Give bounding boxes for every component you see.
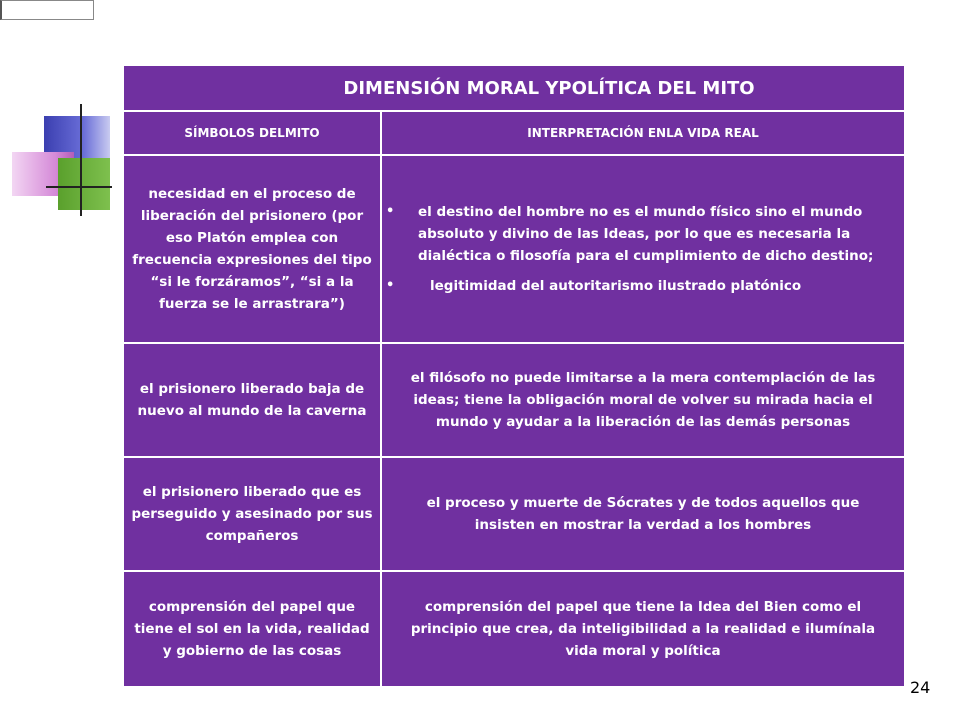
table-row (124, 570, 904, 686)
list-item: • el destino del hombre no es el mundo físico sino el mundo absoluto y divino de las Ideas, por lo que es necesaria la dialéctica o filosofía para el cumplimiento de dicho destino; (410, 201, 896, 267)
table-row (124, 456, 904, 570)
interpretation-cell: comprensión del papel que tiene la Idea del Bien como el principio que crea, da inteligibilidad a la realidad e ilumínala vida moral y política (410, 599, 876, 659)
decorative-vertical-line (80, 104, 82, 216)
decorative-horizontal-line (46, 186, 112, 188)
interpretation-list (382, 201, 896, 297)
table-row (124, 154, 904, 342)
myth-table (124, 66, 904, 686)
table-title-row (124, 66, 904, 110)
corner-frame (0, 0, 94, 20)
interpretation-cell: el filósofo no puede limitarse a la mera contemplación de las ideas; tiene la obligación moral de volver su mirada hacia el mundo y ayudar a la liberación de las demás personas (410, 370, 876, 430)
list-item: • legitimidad del autoritarismo ilustrado platónico (410, 275, 896, 297)
symbol-cell: el prisionero liberado baja de nuevo al mundo de la caverna (124, 344, 382, 456)
symbol-cell: comprensión del papel que tiene el sol en la vida, realidad y gobierno de las cosas (124, 572, 382, 686)
interpretation-cell: el proceso y muerte de Sócrates y de todos aquellos que insisten en mostrar la verdad a los hombres (426, 495, 860, 533)
page-title: DIMENSIÓN MORAL YPOLÍTICA DEL MITO (343, 77, 755, 99)
symbol-cell: el prisionero liberado que es perseguido y asesinado por sus compañeros (124, 458, 382, 570)
page-number: 24 (910, 678, 931, 697)
decorative-green-square (58, 158, 110, 210)
header-interpretation: INTERPRETACIÓN ENLA VIDA REAL (527, 126, 759, 140)
symbol-cell: necesidad en el proceso de liberación del prisionero (por eso Platón emplea con frecuencia expresiones del tipo “si le forzáramos”, “si a la fuerza se le arrastrara”) (124, 156, 382, 342)
header-symbols: SÍMBOLOS DELMITO (124, 112, 382, 154)
table-row (124, 342, 904, 456)
interpretation-cell (382, 156, 904, 342)
table-header-row (124, 110, 904, 154)
